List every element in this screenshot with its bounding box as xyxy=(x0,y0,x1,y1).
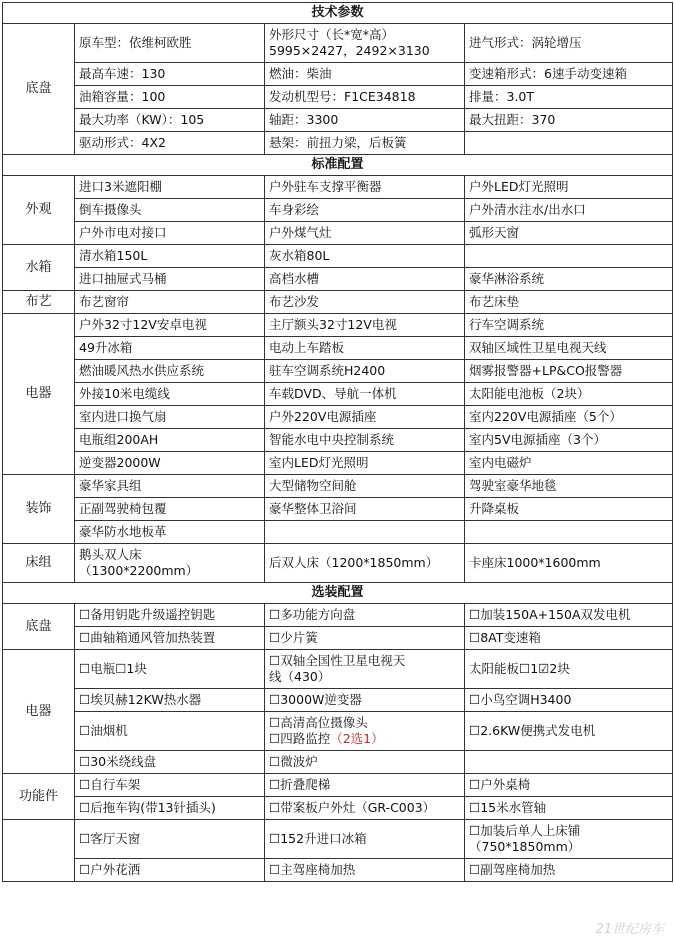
spec-cell: ☐电瓶☐1块 xyxy=(75,650,265,689)
spec-cell: ☐主驾座椅加热 xyxy=(265,859,465,882)
spec-cell: ☐自行车架 xyxy=(75,774,265,797)
section-standard xyxy=(3,155,673,176)
table-row xyxy=(3,689,673,712)
spec-cell: 室内LED灯光照明 xyxy=(265,452,465,475)
spec-cell: ☐户外花洒 xyxy=(75,859,265,882)
spec-cell: 户外清水注水/出水口 xyxy=(465,199,673,222)
spec-cell: 油箱容量：100 xyxy=(75,86,265,109)
spec-cell: 弧形天窗 xyxy=(465,222,673,245)
spec-cell: ☐3000W逆变器 xyxy=(265,689,465,712)
spec-cell: 室内5V电源插座（3个） xyxy=(465,429,673,452)
spec-cell: 排量：3.0T xyxy=(465,86,673,109)
spec-cell: ☐30米绕线盘 xyxy=(75,751,265,774)
spec-cell: 驾驶室豪华地毯 xyxy=(465,475,673,498)
spec-cell: 外形尺寸（长*宽*高） 5995×2427，2492×3130 xyxy=(265,24,465,63)
spec-cell: ☐带案板户外灶（GR-C003） xyxy=(265,797,465,820)
category-cell: 床组 xyxy=(3,544,75,583)
spec-cell: 智能水电中央控制系统 xyxy=(265,429,465,452)
table-row xyxy=(3,291,673,314)
table-row xyxy=(3,199,673,222)
spec-cell xyxy=(465,245,673,268)
table-row xyxy=(3,383,673,406)
spec-cell: 卡座床1000*1600mm xyxy=(465,544,673,583)
spec-cell: ☐曲轴箱通风管加热装置 xyxy=(75,627,265,650)
section-tech xyxy=(3,3,673,24)
spec-cell: ☐8AT变速箱 xyxy=(465,627,673,650)
spec-cell: ☐埃贝赫12KW热水器 xyxy=(75,689,265,712)
spec-cell: 户外煤气灶 xyxy=(265,222,465,245)
spec-cell: ☐加装后单人上床铺 （750*1850mm） xyxy=(465,820,673,859)
spec-cell: 升降桌板 xyxy=(465,498,673,521)
category-cell: 底盘 xyxy=(3,604,75,650)
spec-cell: 进气形式：涡轮增压 xyxy=(465,24,673,63)
category-cell: 水箱 xyxy=(3,245,75,291)
table-row xyxy=(3,627,673,650)
table-row xyxy=(3,650,673,689)
table-row xyxy=(3,268,673,291)
spec-cell: 主厅额头32寸12V电视 xyxy=(265,314,465,337)
watermark-logo: 21世纪房车 xyxy=(595,922,664,937)
category-cell: 布艺 xyxy=(3,291,75,314)
spec-cell: ☐高清高位摄像头 ☐四路监控（2选1） xyxy=(265,712,465,751)
spec-cell: 外接10米电缆线 xyxy=(75,383,265,406)
spec-cell: ☐152升进口冰箱 xyxy=(265,820,465,859)
spec-cell: ☐备用钥匙升级遥控钥匙 xyxy=(75,604,265,627)
table-row xyxy=(3,222,673,245)
section-title: 选装配置 xyxy=(3,583,673,604)
spec-cell: 最大功率（KW）：105 xyxy=(75,109,265,132)
spec-cell: ☐副驾座椅加热 xyxy=(465,859,673,882)
spec-cell: 太阳能板☐1☑2块 xyxy=(465,650,673,689)
spec-cell: ☐加装150A+150A双发电机 xyxy=(465,604,673,627)
spec-cell: 豪华防水地板革 xyxy=(75,521,265,544)
spec-cell: 烟雾报警器+LP&CO报警器 xyxy=(465,360,673,383)
table-row xyxy=(3,797,673,820)
spec-cell: ☐后拖车钩(带13针插头) xyxy=(75,797,265,820)
spec-cell: ☐微波炉 xyxy=(265,751,465,774)
section-title: 标准配置 xyxy=(3,155,673,176)
table-row xyxy=(3,712,673,751)
table-row xyxy=(3,132,673,155)
spec-cell: 车载DVD、导航一体机 xyxy=(265,383,465,406)
category-cell: 外观 xyxy=(3,176,75,245)
spec-cell: 倒车摄像头 xyxy=(75,199,265,222)
spec-cell: 大型储物空间舱 xyxy=(265,475,465,498)
spec-cell: ☐2.6KW便携式发电机 xyxy=(465,712,673,751)
spec-cell: 进口3米遮阳棚 xyxy=(75,176,265,199)
spec-cell: 布艺床垫 xyxy=(465,291,673,314)
spec-cell: 进口抽屉式马桶 xyxy=(75,268,265,291)
spec-cell xyxy=(465,132,673,155)
spec-cell: 豪华家具组 xyxy=(75,475,265,498)
spec-cell: 最高车速：130 xyxy=(75,63,265,86)
spec-cell: 高档水槽 xyxy=(265,268,465,291)
spec-cell: 户外LED灯光照明 xyxy=(465,176,673,199)
table-row xyxy=(3,859,673,882)
spec-cell: 正副驾驶椅包覆 xyxy=(75,498,265,521)
spec-cell: 双轴区域性卫星电视天线 xyxy=(465,337,673,360)
spec-cell xyxy=(465,521,673,544)
spec-cell: 布艺沙发 xyxy=(265,291,465,314)
spec-cell: ☐折叠爬梯 xyxy=(265,774,465,797)
spec-cell: 变速箱形式：6速手动变速箱 xyxy=(465,63,673,86)
section-title: 技术参数 xyxy=(3,3,673,24)
spec-cell xyxy=(465,751,673,774)
spec-cell: 驻车空调系统H2400 xyxy=(265,360,465,383)
category-cell: 装饰 xyxy=(3,475,75,544)
category-cell: 电器 xyxy=(3,314,75,475)
spec-cell: 豪华淋浴系统 xyxy=(465,268,673,291)
table-row xyxy=(3,604,673,627)
table-row xyxy=(3,751,673,774)
table-row xyxy=(3,314,673,337)
spec-table xyxy=(2,2,673,882)
spec-cell: 鹅头双人床 （1300*2200mm） xyxy=(75,544,265,583)
table-row xyxy=(3,24,673,63)
spec-cell xyxy=(265,521,465,544)
spec-cell: 室内进口换气扇 xyxy=(75,406,265,429)
spec-cell: ☐少片簧 xyxy=(265,627,465,650)
spec-cell: ☐客厅天窗 xyxy=(75,820,265,859)
spec-cell: 车身彩绘 xyxy=(265,199,465,222)
spec-cell: 清水箱150L xyxy=(75,245,265,268)
spec-cell: 布艺窗帘 xyxy=(75,291,265,314)
spec-cell: 逆变器2000W xyxy=(75,452,265,475)
category-cell: 底盘 xyxy=(3,24,75,155)
table-row xyxy=(3,245,673,268)
table-row xyxy=(3,544,673,583)
spec-cell: 电动上车踏板 xyxy=(265,337,465,360)
table-row xyxy=(3,429,673,452)
category-cell: 功能件 xyxy=(3,774,75,820)
spec-cell: 太阳能电池板（2块） xyxy=(465,383,673,406)
spec-cell: 户外32寸12V安卓电视 xyxy=(75,314,265,337)
table-row xyxy=(3,176,673,199)
table-row xyxy=(3,109,673,132)
spec-cell: 驱动形式：4X2 xyxy=(75,132,265,155)
spec-cell: 悬架：前扭力梁，后板簧 xyxy=(265,132,465,155)
category-cell xyxy=(3,820,75,882)
table-row xyxy=(3,498,673,521)
table-row xyxy=(3,475,673,498)
spec-cell: 燃油：柴油 xyxy=(265,63,465,86)
category-cell: 电器 xyxy=(3,650,75,774)
table-row xyxy=(3,820,673,859)
table-row xyxy=(3,337,673,360)
table-row xyxy=(3,521,673,544)
table-row xyxy=(3,63,673,86)
spec-cell: 户外驻车支撑平衡器 xyxy=(265,176,465,199)
spec-cell: 室内220V电源插座（5个） xyxy=(465,406,673,429)
spec-cell: ☐双轴全国性卫星电视天 线（430） xyxy=(265,650,465,689)
spec-cell: ☐户外桌椅 xyxy=(465,774,673,797)
spec-cell: 发动机型号：F1CE34818 xyxy=(265,86,465,109)
spec-cell: 室内电磁炉 xyxy=(465,452,673,475)
spec-cell: 豪华整体卫浴间 xyxy=(265,498,465,521)
spec-cell: 灰水箱80L xyxy=(265,245,465,268)
spec-cell: 最大扭距：370 xyxy=(465,109,673,132)
spec-cell: ☐15米水管轴 xyxy=(465,797,673,820)
spec-cell: 燃油暖风热水供应系统 xyxy=(75,360,265,383)
table-row xyxy=(3,774,673,797)
table-row xyxy=(3,360,673,383)
choice-note: （2选1） xyxy=(330,731,384,746)
spec-cell: ☐多功能方向盘 xyxy=(265,604,465,627)
spec-cell: ☐小鸟空调H3400 xyxy=(465,689,673,712)
section-optional xyxy=(3,583,673,604)
spec-cell: ☐油烟机 xyxy=(75,712,265,751)
spec-cell: 49升冰箱 xyxy=(75,337,265,360)
spec-cell: 户外220V电源插座 xyxy=(265,406,465,429)
table-row xyxy=(3,406,673,429)
spec-cell: 电瓶组200AH xyxy=(75,429,265,452)
spec-cell: 户外市电对接口 xyxy=(75,222,265,245)
table-row xyxy=(3,86,673,109)
table-row xyxy=(3,452,673,475)
spec-cell: 行车空调系统 xyxy=(465,314,673,337)
spec-cell: 后双人床（1200*1850mm） xyxy=(265,544,465,583)
spec-cell: 轴距：3300 xyxy=(265,109,465,132)
spec-cell: 原车型：依维柯欧胜 xyxy=(75,24,265,63)
